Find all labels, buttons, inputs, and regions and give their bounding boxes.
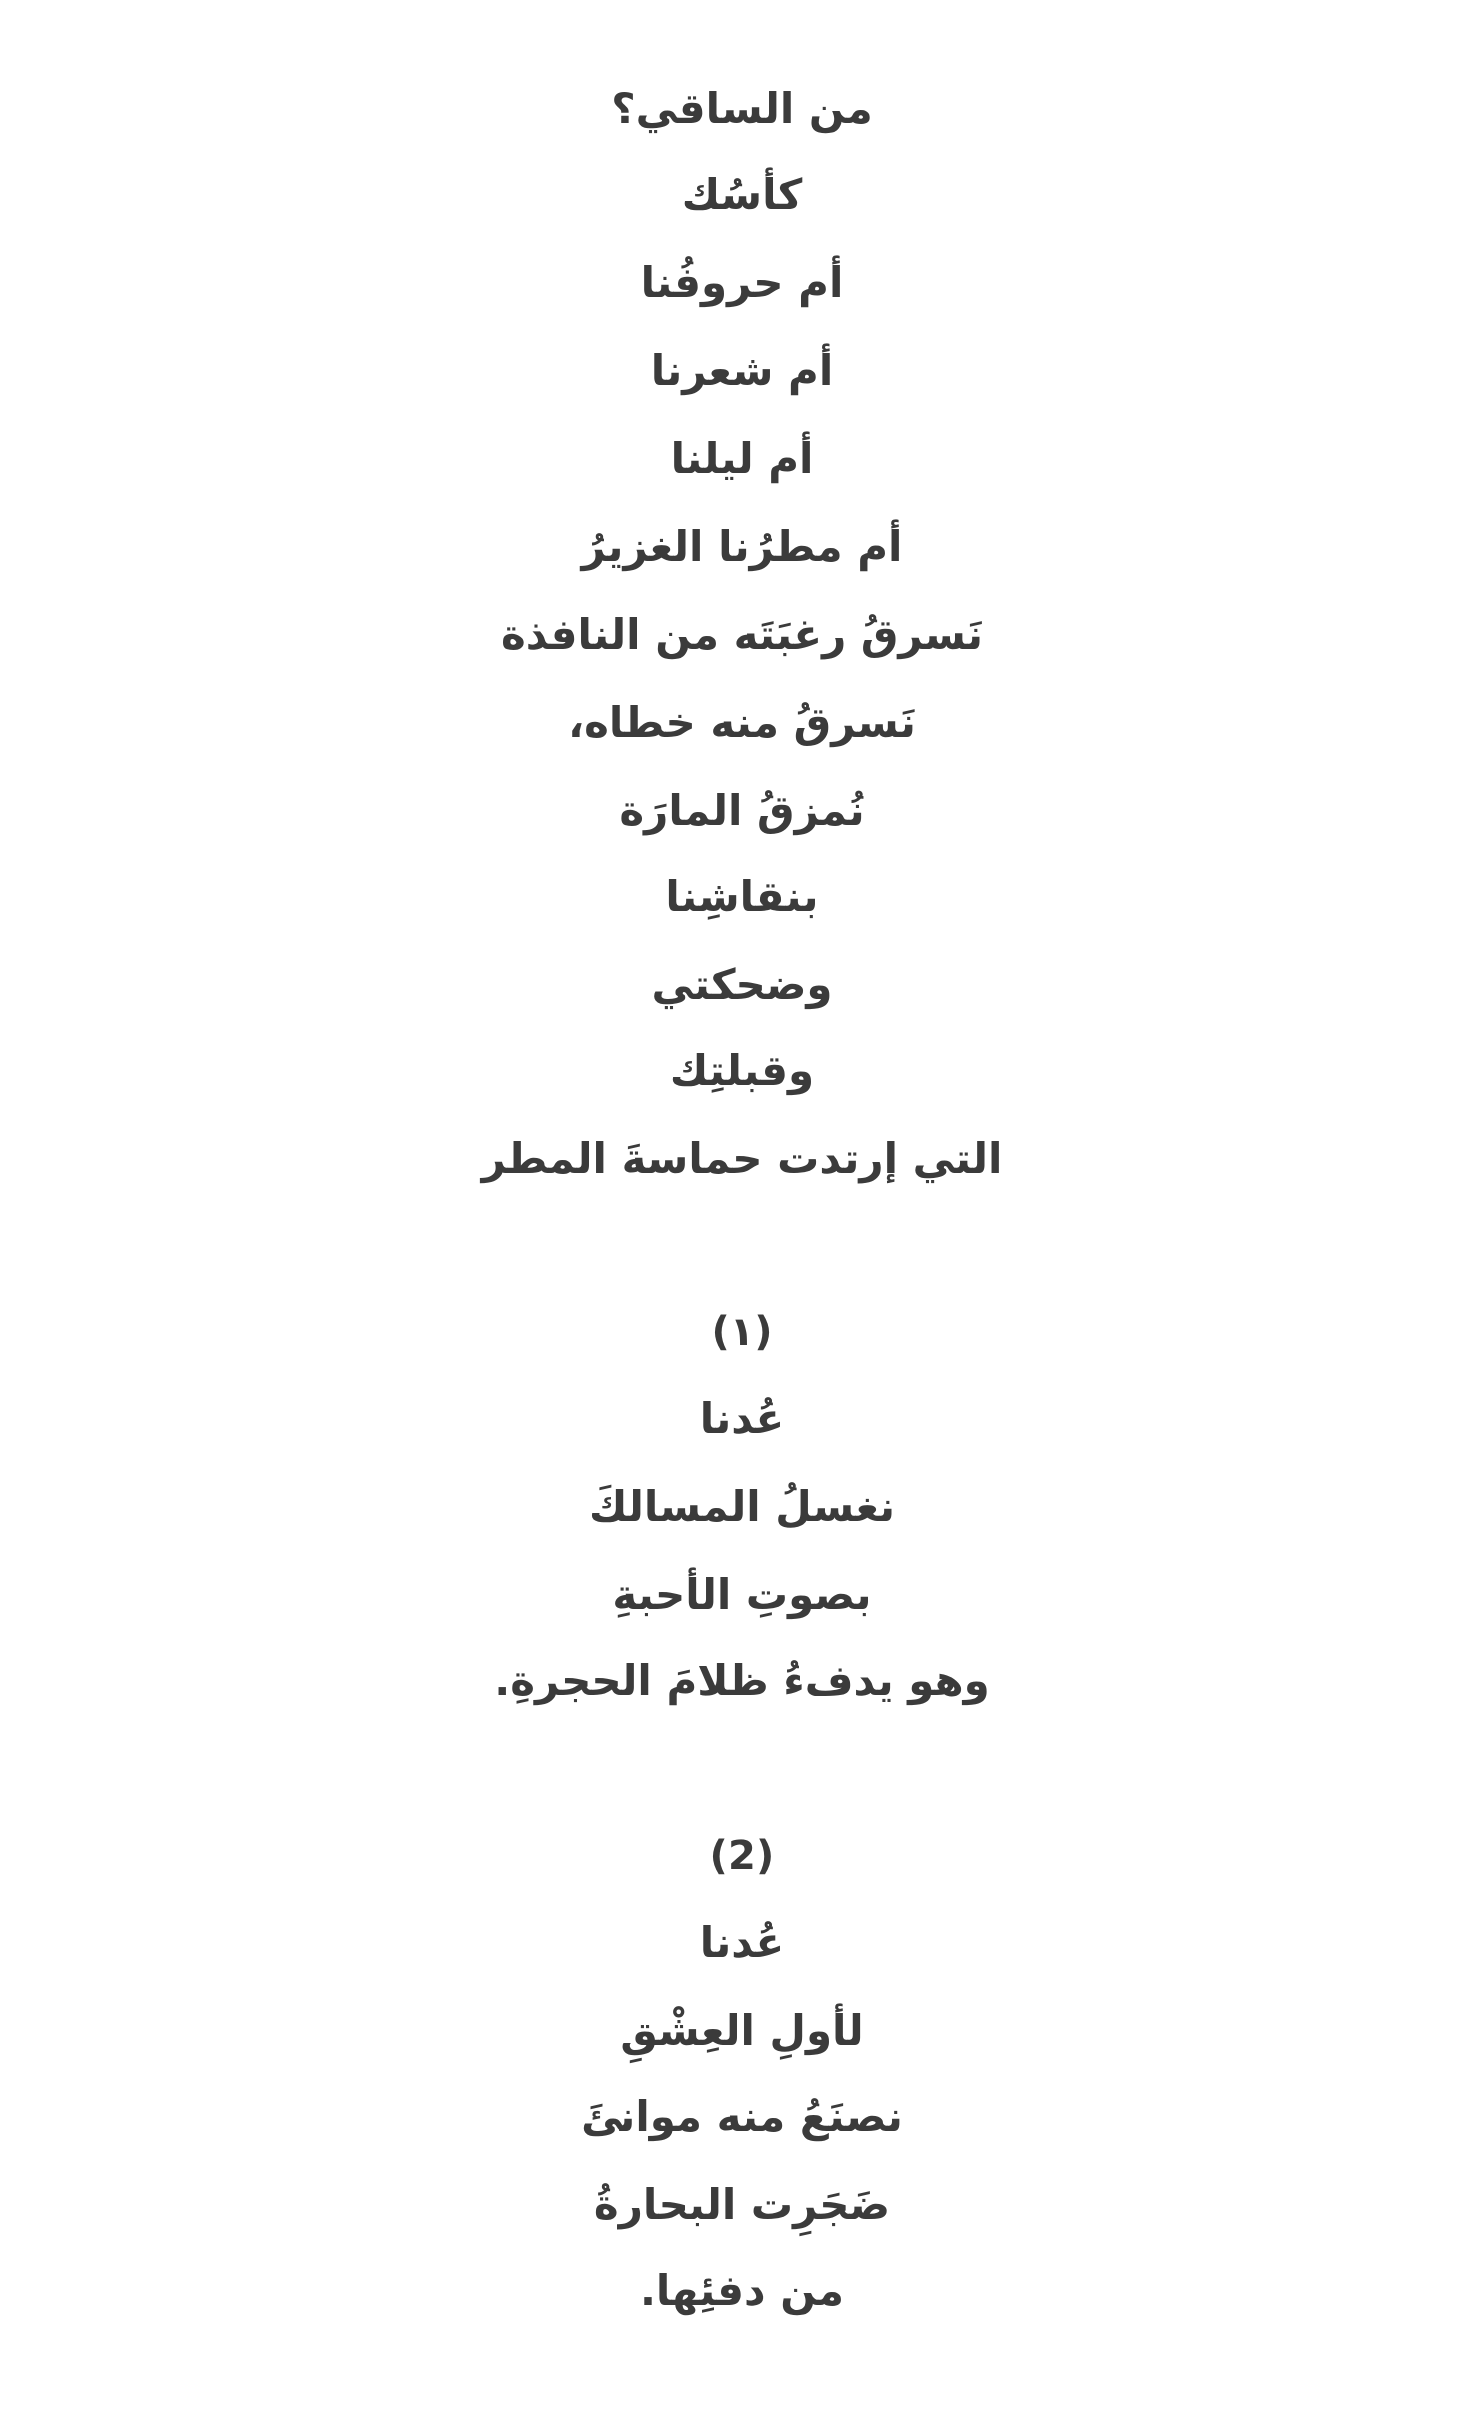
section-2-marker: (2) (709, 1833, 775, 1879)
poem-line: أم ليلنا (670, 434, 814, 483)
poem-line: وقبلتِك (669, 1046, 815, 1095)
poem-line: التي إرتدت حماسةَ المطر (481, 1134, 1003, 1183)
poem-line: نَسرقُ رغبَتَه من النافذة (500, 610, 984, 659)
poem-line: نغسلُ المسالكَ (588, 1482, 896, 1531)
poem-line: ضَجَرِت البحارةُ (593, 2180, 891, 2229)
poem-line: عُدنا (699, 1394, 785, 1443)
poem-line: بصوتِ الأحبةِ (612, 1570, 872, 1619)
section-1-marker: (١) (711, 1309, 773, 1355)
poem-line: أم حروفُنا (640, 258, 844, 307)
poem-line: أم شعرنا (650, 346, 834, 395)
poem-line: وهو يدفءُ ظلامَ الحجرةِ. (494, 1656, 990, 1705)
poem-line: عُدنا (699, 1918, 785, 1967)
poem-line: من الساقي؟ (611, 84, 873, 133)
poem-line: من دفئِها. (639, 2266, 845, 2315)
poem-line: نصنَعُ منه موانئَ (581, 2092, 903, 2141)
poem-line: نُمزقُ المارَة (619, 786, 865, 835)
poem-line: بنقاشِنا (665, 872, 819, 921)
poem-line: لأولِ العِشْقِ (620, 2006, 864, 2055)
poem-line: وضحكتي (651, 960, 833, 1009)
poem-line: أم مطرُنا الغزيرُ (581, 522, 903, 571)
poem-line: كأسُك (681, 170, 803, 219)
poem-line: نَسرقُ منه خطاه، (568, 698, 916, 747)
